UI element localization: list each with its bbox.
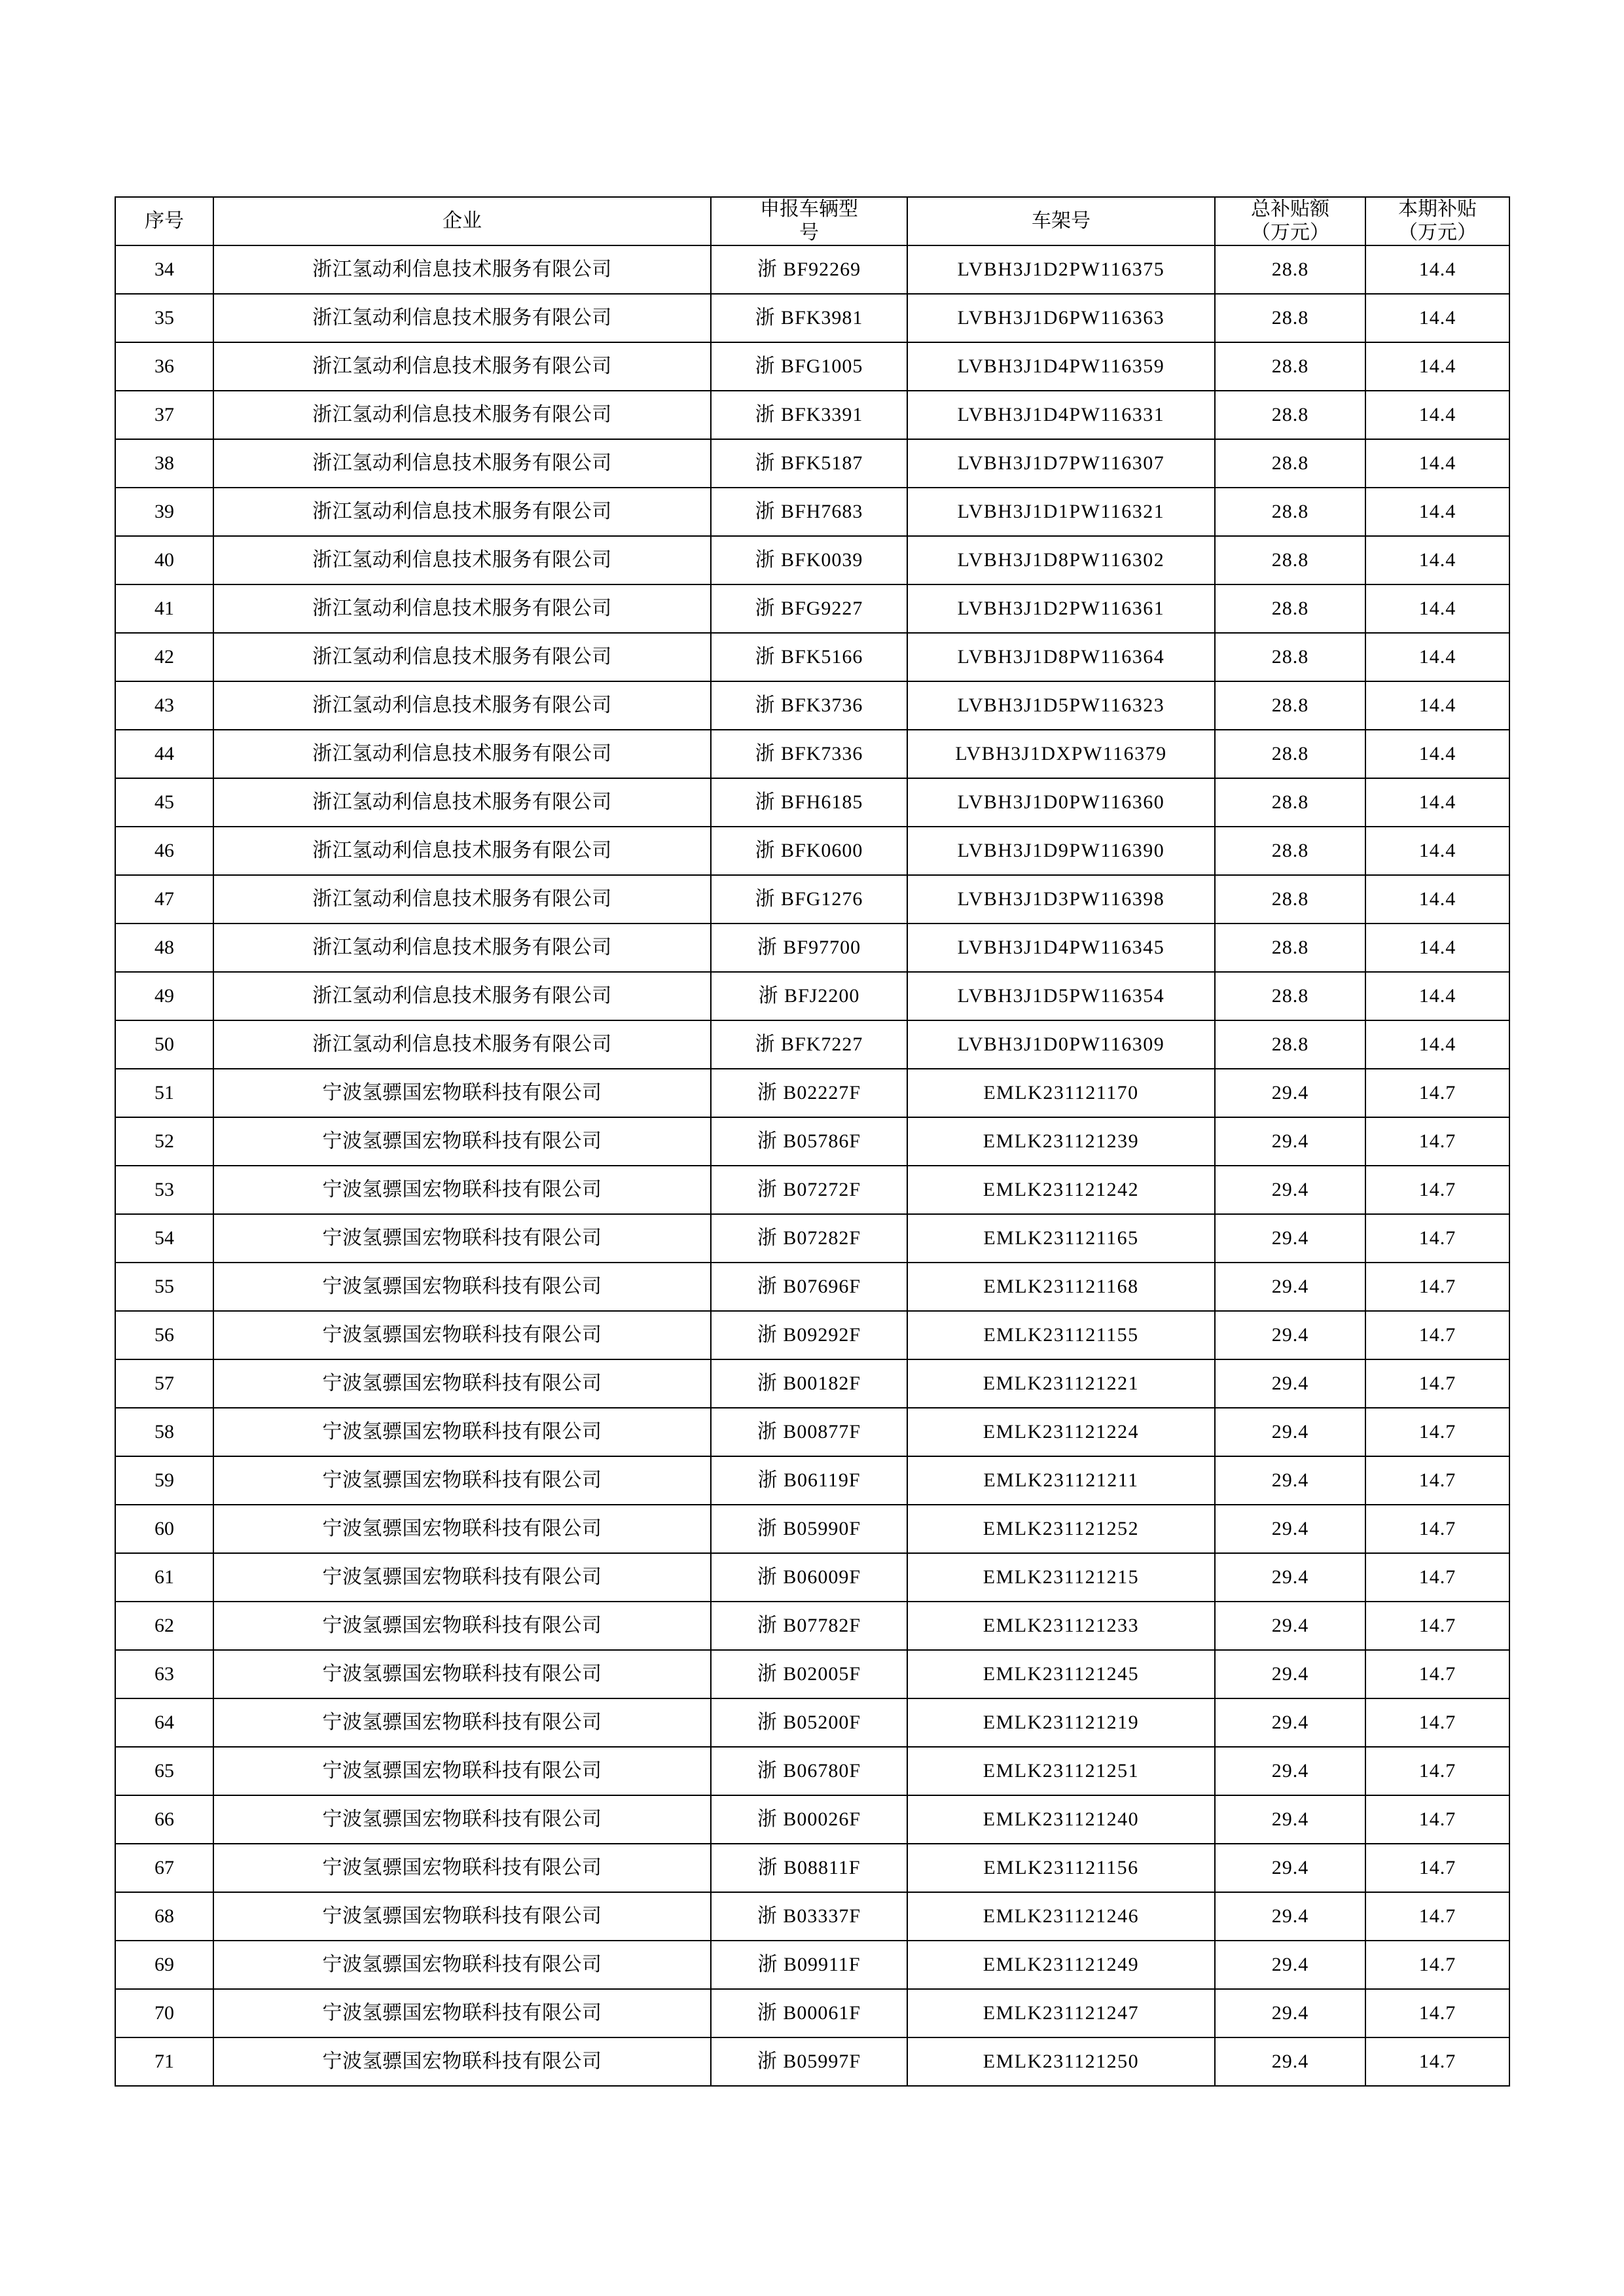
cell-company: 宁波氢骠国宏物联科技有限公司 [213, 1844, 711, 1892]
cell-company: 宁波氢骠国宏物联科技有限公司 [213, 1553, 711, 1602]
cell-total-subsidy: 29.4 [1215, 1311, 1365, 1359]
cell-model: 浙 B06009F [711, 1553, 907, 1602]
cell-model: 浙 BFG1005 [711, 342, 907, 391]
cell-current-subsidy: 14.7 [1365, 2037, 1509, 2086]
cell-vin: LVBH3J1D2PW116361 [907, 584, 1215, 633]
cell-vin: LVBH3J1D7PW116307 [907, 439, 1215, 488]
cell-vin: EMLK231121249 [907, 1941, 1215, 1989]
column-header-vin: 车架号 [907, 197, 1215, 245]
cell-current-subsidy: 14.7 [1365, 1650, 1509, 1698]
cell-seq: 48 [115, 924, 213, 972]
cell-seq: 68 [115, 1892, 213, 1941]
cell-company: 浙江氢动利信息技术服务有限公司 [213, 972, 711, 1020]
cell-model: 浙 B07282F [711, 1214, 907, 1263]
cell-total-subsidy: 29.4 [1215, 1069, 1365, 1117]
cell-vin: EMLK231121221 [907, 1359, 1215, 1408]
cell-model: 浙 B09911F [711, 1941, 907, 1989]
cell-seq: 34 [115, 245, 213, 294]
cell-model: 浙 B05200F [711, 1698, 907, 1747]
cell-seq: 63 [115, 1650, 213, 1698]
table-row [115, 2037, 1509, 2086]
cell-vin: EMLK231121170 [907, 1069, 1215, 1117]
cell-vin: LVBH3J1DXPW116379 [907, 730, 1215, 778]
cell-seq: 60 [115, 1505, 213, 1553]
cell-total-subsidy: 28.8 [1215, 924, 1365, 972]
column-header-current-subsidy [1365, 197, 1509, 245]
table-row [115, 1795, 1509, 1844]
table-row [115, 1892, 1509, 1941]
cell-model: 浙 BFG9227 [711, 584, 907, 633]
cell-company: 宁波氢骠国宏物联科技有限公司 [213, 1359, 711, 1408]
cell-company: 宁波氢骠国宏物联科技有限公司 [213, 1941, 711, 1989]
table-row [115, 1069, 1509, 1117]
cell-company: 浙江氢动利信息技术服务有限公司 [213, 633, 711, 681]
cell-model: 浙 BFK7227 [711, 1020, 907, 1069]
cell-current-subsidy: 14.4 [1365, 439, 1509, 488]
cell-model: 浙 BFK7336 [711, 730, 907, 778]
cell-total-subsidy: 29.4 [1215, 2037, 1365, 2086]
cell-company: 宁波氢骠国宏物联科技有限公司 [213, 1214, 711, 1263]
cell-seq: 42 [115, 633, 213, 681]
cell-current-subsidy: 14.7 [1365, 1166, 1509, 1214]
cell-current-subsidy: 14.4 [1365, 342, 1509, 391]
cell-current-subsidy: 14.7 [1365, 1989, 1509, 2037]
cell-company: 宁波氢骠国宏物联科技有限公司 [213, 1408, 711, 1456]
cell-company: 宁波氢骠国宏物联科技有限公司 [213, 1698, 711, 1747]
cell-seq: 52 [115, 1117, 213, 1166]
cell-seq: 35 [115, 294, 213, 342]
cell-model: 浙 B02005F [711, 1650, 907, 1698]
cell-current-subsidy: 14.4 [1365, 294, 1509, 342]
cell-company: 浙江氢动利信息技术服务有限公司 [213, 681, 711, 730]
table-row [115, 294, 1509, 342]
cell-total-subsidy: 28.8 [1215, 391, 1365, 439]
table-row [115, 1263, 1509, 1311]
table-body [115, 245, 1509, 2086]
cell-total-subsidy: 29.4 [1215, 1602, 1365, 1650]
cell-vin: EMLK231121168 [907, 1263, 1215, 1311]
cell-company: 宁波氢骠国宏物联科技有限公司 [213, 1795, 711, 1844]
cell-model: 浙 B00182F [711, 1359, 907, 1408]
cell-total-subsidy: 29.4 [1215, 1456, 1365, 1505]
cell-seq: 49 [115, 972, 213, 1020]
cell-total-subsidy: 28.8 [1215, 584, 1365, 633]
cell-current-subsidy: 14.7 [1365, 1553, 1509, 1602]
cell-model: 浙 BFG1276 [711, 875, 907, 924]
table-row [115, 1941, 1509, 1989]
cell-seq: 46 [115, 827, 213, 875]
cell-total-subsidy: 29.4 [1215, 1408, 1365, 1456]
cell-company: 浙江氢动利信息技术服务有限公司 [213, 439, 711, 488]
table-row [115, 875, 1509, 924]
cell-current-subsidy: 14.7 [1365, 1795, 1509, 1844]
cell-vin: EMLK231121156 [907, 1844, 1215, 1892]
cell-seq: 65 [115, 1747, 213, 1795]
cell-company: 浙江氢动利信息技术服务有限公司 [213, 488, 711, 536]
cell-company: 宁波氢骠国宏物联科技有限公司 [213, 1650, 711, 1698]
cell-vin: EMLK231121219 [907, 1698, 1215, 1747]
cell-seq: 57 [115, 1359, 213, 1408]
cell-vin: EMLK231121215 [907, 1553, 1215, 1602]
cell-model: 浙 B05997F [711, 2037, 907, 2086]
cell-vin: EMLK231121239 [907, 1117, 1215, 1166]
cell-total-subsidy: 28.8 [1215, 439, 1365, 488]
cell-vin: LVBH3J1D4PW116345 [907, 924, 1215, 972]
subsidy-table [115, 196, 1510, 2087]
cell-model: 浙 BFK3736 [711, 681, 907, 730]
cell-model: 浙 BFK3391 [711, 391, 907, 439]
cell-current-subsidy: 14.7 [1365, 1359, 1509, 1408]
cell-company: 浙江氢动利信息技术服务有限公司 [213, 827, 711, 875]
cell-vin: EMLK231121165 [907, 1214, 1215, 1263]
cell-vin: LVBH3J1D4PW116359 [907, 342, 1215, 391]
cell-total-subsidy: 28.8 [1215, 730, 1365, 778]
table-row [115, 1698, 1509, 1747]
column-header-current-line2: （万元） [1398, 222, 1477, 243]
cell-model: 浙 B05786F [711, 1117, 907, 1166]
cell-company: 浙江氢动利信息技术服务有限公司 [213, 294, 711, 342]
cell-total-subsidy: 28.8 [1215, 875, 1365, 924]
cell-vin: EMLK231121211 [907, 1456, 1215, 1505]
cell-vin: LVBH3J1D4PW116331 [907, 391, 1215, 439]
cell-company: 宁波氢骠国宏物联科技有限公司 [213, 1263, 711, 1311]
cell-seq: 59 [115, 1456, 213, 1505]
cell-total-subsidy: 28.8 [1215, 681, 1365, 730]
cell-seq: 37 [115, 391, 213, 439]
cell-vin: EMLK231121246 [907, 1892, 1215, 1941]
cell-model: 浙 B00026F [711, 1795, 907, 1844]
cell-vin: LVBH3J1D8PW116364 [907, 633, 1215, 681]
cell-seq: 45 [115, 778, 213, 827]
cell-current-subsidy: 14.4 [1365, 730, 1509, 778]
table-row [115, 536, 1509, 584]
table-row [115, 1989, 1509, 2037]
cell-current-subsidy: 14.7 [1365, 1505, 1509, 1553]
cell-total-subsidy: 29.4 [1215, 1505, 1365, 1553]
cell-seq: 55 [115, 1263, 213, 1311]
table-row [115, 1166, 1509, 1214]
cell-model: 浙 BF92269 [711, 245, 907, 294]
table-row [115, 1359, 1509, 1408]
cell-model: 浙 BFH7683 [711, 488, 907, 536]
table-row [115, 972, 1509, 1020]
cell-seq: 36 [115, 342, 213, 391]
cell-current-subsidy: 14.7 [1365, 1117, 1509, 1166]
table-row [115, 1747, 1509, 1795]
table-row [115, 633, 1509, 681]
cell-seq: 47 [115, 875, 213, 924]
cell-current-subsidy: 14.7 [1365, 1602, 1509, 1650]
cell-company: 浙江氢动利信息技术服务有限公司 [213, 245, 711, 294]
cell-total-subsidy: 28.8 [1215, 488, 1365, 536]
cell-current-subsidy: 14.4 [1365, 972, 1509, 1020]
cell-seq: 41 [115, 584, 213, 633]
cell-current-subsidy: 14.4 [1365, 924, 1509, 972]
column-header-seq: 序号 [115, 197, 213, 245]
cell-model: 浙 B02227F [711, 1069, 907, 1117]
cell-model: 浙 B06119F [711, 1456, 907, 1505]
cell-current-subsidy: 14.7 [1365, 1069, 1509, 1117]
cell-total-subsidy: 29.4 [1215, 1941, 1365, 1989]
cell-total-subsidy: 29.4 [1215, 1214, 1365, 1263]
cell-vin: EMLK231121252 [907, 1505, 1215, 1553]
table-row [115, 1844, 1509, 1892]
cell-seq: 38 [115, 439, 213, 488]
table-row [115, 1408, 1509, 1456]
cell-vin: LVBH3J1D0PW116360 [907, 778, 1215, 827]
table-row [115, 1214, 1509, 1263]
cell-company: 浙江氢动利信息技术服务有限公司 [213, 342, 711, 391]
cell-vin: LVBH3J1D5PW116354 [907, 972, 1215, 1020]
cell-model: 浙 B07272F [711, 1166, 907, 1214]
cell-total-subsidy: 28.8 [1215, 1020, 1365, 1069]
cell-vin: LVBH3J1D5PW116323 [907, 681, 1215, 730]
cell-seq: 67 [115, 1844, 213, 1892]
cell-total-subsidy: 29.4 [1215, 1117, 1365, 1166]
table-row [115, 1602, 1509, 1650]
cell-model: 浙 BFK0600 [711, 827, 907, 875]
cell-total-subsidy: 29.4 [1215, 1553, 1365, 1602]
table-header-row [115, 197, 1509, 245]
cell-company: 浙江氢动利信息技术服务有限公司 [213, 924, 711, 972]
cell-total-subsidy: 28.8 [1215, 245, 1365, 294]
cell-model: 浙 BFK0039 [711, 536, 907, 584]
cell-seq: 40 [115, 536, 213, 584]
cell-total-subsidy: 28.8 [1215, 633, 1365, 681]
cell-company: 浙江氢动利信息技术服务有限公司 [213, 536, 711, 584]
cell-current-subsidy: 14.7 [1365, 1214, 1509, 1263]
cell-model: 浙 B07782F [711, 1602, 907, 1650]
cell-current-subsidy: 14.4 [1365, 584, 1509, 633]
cell-seq: 58 [115, 1408, 213, 1456]
cell-current-subsidy: 14.7 [1365, 1844, 1509, 1892]
column-header-model [711, 197, 907, 245]
table-row [115, 730, 1509, 778]
cell-seq: 69 [115, 1941, 213, 1989]
cell-seq: 51 [115, 1069, 213, 1117]
cell-company: 宁波氢骠国宏物联科技有限公司 [213, 1069, 711, 1117]
cell-seq: 70 [115, 1989, 213, 2037]
cell-current-subsidy: 14.7 [1365, 1747, 1509, 1795]
cell-current-subsidy: 14.4 [1365, 827, 1509, 875]
cell-current-subsidy: 14.4 [1365, 391, 1509, 439]
cell-model: 浙 BF97700 [711, 924, 907, 972]
cell-seq: 53 [115, 1166, 213, 1214]
cell-current-subsidy: 14.7 [1365, 1408, 1509, 1456]
cell-vin: EMLK231121242 [907, 1166, 1215, 1214]
cell-model: 浙 BFK5187 [711, 439, 907, 488]
cell-total-subsidy: 29.4 [1215, 1844, 1365, 1892]
cell-model: 浙 B09292F [711, 1311, 907, 1359]
column-header-company: 企业 [213, 197, 711, 245]
cell-company: 宁波氢骠国宏物联科技有限公司 [213, 1747, 711, 1795]
table-row [115, 439, 1509, 488]
table-row [115, 1020, 1509, 1069]
table-row [115, 391, 1509, 439]
cell-model: 浙 BFK5166 [711, 633, 907, 681]
table-row [115, 1505, 1509, 1553]
cell-model: 浙 B00061F [711, 1989, 907, 2037]
column-header-model-line1: 申报车辆型 [760, 198, 858, 220]
cell-model: 浙 B06780F [711, 1747, 907, 1795]
table-header [115, 197, 1509, 245]
cell-seq: 61 [115, 1553, 213, 1602]
cell-current-subsidy: 14.7 [1365, 1892, 1509, 1941]
cell-total-subsidy: 28.8 [1215, 827, 1365, 875]
cell-model: 浙 B05990F [711, 1505, 907, 1553]
table-row [115, 1650, 1509, 1698]
cell-total-subsidy: 29.4 [1215, 1795, 1365, 1844]
cell-company: 浙江氢动利信息技术服务有限公司 [213, 730, 711, 778]
cell-total-subsidy: 28.8 [1215, 972, 1365, 1020]
cell-vin: EMLK231121245 [907, 1650, 1215, 1698]
column-header-current-line1: 本期补贴 [1398, 198, 1477, 220]
cell-total-subsidy: 29.4 [1215, 1892, 1365, 1941]
cell-vin: EMLK231121155 [907, 1311, 1215, 1359]
cell-seq: 50 [115, 1020, 213, 1069]
cell-current-subsidy: 14.4 [1365, 633, 1509, 681]
cell-vin: LVBH3J1D9PW116390 [907, 827, 1215, 875]
cell-current-subsidy: 14.7 [1365, 1311, 1509, 1359]
cell-total-subsidy: 28.8 [1215, 342, 1365, 391]
cell-seq: 66 [115, 1795, 213, 1844]
cell-seq: 39 [115, 488, 213, 536]
cell-company: 宁波氢骠国宏物联科技有限公司 [213, 1166, 711, 1214]
cell-company: 宁波氢骠国宏物联科技有限公司 [213, 1505, 711, 1553]
cell-total-subsidy: 29.4 [1215, 1166, 1365, 1214]
cell-total-subsidy: 28.8 [1215, 536, 1365, 584]
table-row [115, 1456, 1509, 1505]
cell-vin: LVBH3J1D8PW116302 [907, 536, 1215, 584]
cell-company: 宁波氢骠国宏物联科技有限公司 [213, 1117, 711, 1166]
cell-company: 宁波氢骠国宏物联科技有限公司 [213, 1311, 711, 1359]
cell-model: 浙 BFK3981 [711, 294, 907, 342]
cell-company: 宁波氢骠国宏物联科技有限公司 [213, 1892, 711, 1941]
cell-company: 浙江氢动利信息技术服务有限公司 [213, 584, 711, 633]
cell-total-subsidy: 29.4 [1215, 1747, 1365, 1795]
cell-model: 浙 B03337F [711, 1892, 907, 1941]
cell-seq: 64 [115, 1698, 213, 1747]
cell-total-subsidy: 29.4 [1215, 1359, 1365, 1408]
cell-current-subsidy: 14.7 [1365, 1698, 1509, 1747]
cell-seq: 43 [115, 681, 213, 730]
cell-company: 宁波氢骠国宏物联科技有限公司 [213, 2037, 711, 2086]
cell-vin: EMLK231121250 [907, 2037, 1215, 2086]
cell-company: 宁波氢骠国宏物联科技有限公司 [213, 1456, 711, 1505]
cell-vin: EMLK231121224 [907, 1408, 1215, 1456]
cell-current-subsidy: 14.4 [1365, 536, 1509, 584]
cell-vin: EMLK231121251 [907, 1747, 1215, 1795]
cell-current-subsidy: 14.4 [1365, 778, 1509, 827]
cell-total-subsidy: 29.4 [1215, 1989, 1365, 2037]
cell-seq: 44 [115, 730, 213, 778]
cell-company: 宁波氢骠国宏物联科技有限公司 [213, 1602, 711, 1650]
cell-vin: EMLK231121233 [907, 1602, 1215, 1650]
table-row [115, 488, 1509, 536]
cell-vin: EMLK231121240 [907, 1795, 1215, 1844]
column-header-total-subsidy [1215, 197, 1365, 245]
column-header-total-line2: （万元） [1251, 222, 1329, 243]
cell-current-subsidy: 14.4 [1365, 875, 1509, 924]
cell-seq: 62 [115, 1602, 213, 1650]
cell-current-subsidy: 14.4 [1365, 1020, 1509, 1069]
cell-current-subsidy: 14.4 [1365, 488, 1509, 536]
cell-company: 宁波氢骠国宏物联科技有限公司 [213, 1989, 711, 2037]
table-row [115, 778, 1509, 827]
cell-vin: LVBH3J1D6PW116363 [907, 294, 1215, 342]
cell-current-subsidy: 14.4 [1365, 681, 1509, 730]
table-row [115, 827, 1509, 875]
cell-current-subsidy: 14.7 [1365, 1941, 1509, 1989]
table-row [115, 1117, 1509, 1166]
cell-company: 浙江氢动利信息技术服务有限公司 [213, 778, 711, 827]
cell-vin: LVBH3J1D2PW116375 [907, 245, 1215, 294]
cell-vin: LVBH3J1D3PW116398 [907, 875, 1215, 924]
table-row [115, 681, 1509, 730]
cell-vin: EMLK231121247 [907, 1989, 1215, 2037]
column-header-total-line1: 总补贴额 [1251, 198, 1329, 220]
cell-seq: 71 [115, 2037, 213, 2086]
cell-current-subsidy: 14.4 [1365, 245, 1509, 294]
cell-model: 浙 B08811F [711, 1844, 907, 1892]
cell-company: 浙江氢动利信息技术服务有限公司 [213, 1020, 711, 1069]
cell-company: 浙江氢动利信息技术服务有限公司 [213, 875, 711, 924]
cell-model: 浙 B00877F [711, 1408, 907, 1456]
table-row [115, 1553, 1509, 1602]
cell-total-subsidy: 29.4 [1215, 1698, 1365, 1747]
table-row [115, 924, 1509, 972]
cell-vin: LVBH3J1D1PW116321 [907, 488, 1215, 536]
cell-seq: 56 [115, 1311, 213, 1359]
cell-total-subsidy: 29.4 [1215, 1650, 1365, 1698]
cell-model: 浙 B07696F [711, 1263, 907, 1311]
column-header-model-line2: 号 [799, 222, 819, 243]
cell-model: 浙 BFJ2200 [711, 972, 907, 1020]
cell-vin: LVBH3J1D0PW116309 [907, 1020, 1215, 1069]
cell-total-subsidy: 28.8 [1215, 778, 1365, 827]
cell-model: 浙 BFH6185 [711, 778, 907, 827]
cell-company: 浙江氢动利信息技术服务有限公司 [213, 391, 711, 439]
table-row [115, 245, 1509, 294]
table-row [115, 1311, 1509, 1359]
cell-current-subsidy: 14.7 [1365, 1263, 1509, 1311]
table-row [115, 342, 1509, 391]
cell-current-subsidy: 14.7 [1365, 1456, 1509, 1505]
table-row [115, 584, 1509, 633]
cell-seq: 54 [115, 1214, 213, 1263]
cell-total-subsidy: 29.4 [1215, 1263, 1365, 1311]
cell-total-subsidy: 28.8 [1215, 294, 1365, 342]
